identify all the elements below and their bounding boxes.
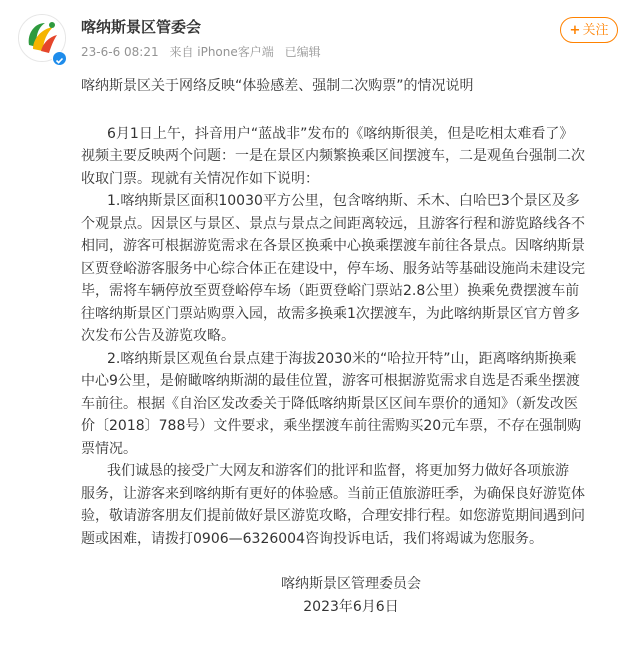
point1-line: 1.喀纳斯景区面积10030平方公里，包含喀纳斯、禾木、白哈巴3个景区及多 <box>107 193 580 209</box>
point2-line: 2.喀纳斯景区观鱼台景点建于海拔2030米的“哈拉开特”山，距离喀纳斯换乘 <box>107 350 577 367</box>
point2-line: 价〔2018〕788号）文件要求，乘坐摆渡车前往需购买20元车票，不存在强制购 <box>81 418 582 434</box>
post-timestamp[interactable]: 23-6-6 08:21 <box>81 45 159 59</box>
point1-line: 毕，需将车辆停放至贾登峪停车场（距贾登峪门票站2.8公里）换乘免费摆渡车前 <box>81 283 580 299</box>
closing-line: 服务，让游客来到喀纳斯有更好的体验感。当前正值旅游旺季，为确保良好游览体 <box>81 485 585 502</box>
point1-line: 个观景点。因景区与景区、景点与景点之间距离较远，且游客行程和游览路线各不 <box>81 215 585 232</box>
point2-line: 车前往。根据《自治区发改委关于降低喀纳斯景区区间车票价的通知》（新发改医 <box>81 395 578 412</box>
post-edited-label[interactable]: 已编辑 <box>284 45 321 59</box>
point1-line: 区贾登峪游客服务中心综合体正在建设中，停车场、服务站等基础设施尚未建设完 <box>81 260 585 277</box>
intro-line: 视频主要反映两个问题：一是在景区内频繁换乘区间摆渡车，二是观鱼台强制二次 <box>81 148 585 164</box>
closing-line: 题或困难，请拨打0906—6326004咨询投诉电话，我们将竭诚为您服务。 <box>81 530 543 547</box>
post-title: 喀纳斯景区关于网络反映“体验感差、强制二次购票”的情况说明 <box>81 78 474 94</box>
intro-line: 6月1日上午，抖音用户“蓝战非”发布的《喀纳斯很美，但是吃相太难看了》 <box>107 125 574 142</box>
verified-badge-icon <box>52 51 67 66</box>
closing-line: 验，敬请游客朋友们提前做好景区游览攻略，合理安排行程。如您游览期间遇到问 <box>81 508 585 524</box>
intro-line: 收取门票。现就有关情况作如下说明： <box>81 170 319 187</box>
point2-line: 中心9公里，是俯瞰喀纳斯湖的最佳位置，游客可根据游览需求自选是否乘坐摆渡 <box>81 373 580 389</box>
post-header <box>0 0 634 70</box>
point1-line: 次发布公告及游览攻略。 <box>81 328 235 344</box>
signature: 喀纳斯景区管理委员会 <box>281 576 421 592</box>
follow-label: 关注 <box>582 23 609 38</box>
signature-date: 2023年6月6日 <box>303 598 399 615</box>
post-source: 来自 iPhone客户端 <box>169 45 274 59</box>
post-meta <box>81 43 328 60</box>
author-name[interactable]: 喀纳斯景区管委会 <box>81 18 202 36</box>
closing-line: 我们诚恳的接受广大网友和游客们的批评和监督，将更加努力做好各项旅游 <box>107 463 569 479</box>
point1-line: 往喀纳斯景区门票站购票入园，故需多换乘1次摆渡车，为此喀纳斯景区官方曾多 <box>81 305 580 322</box>
follow-button[interactable] <box>560 17 618 43</box>
point2-line: 票情况。 <box>81 440 137 457</box>
post-content <box>81 70 621 618</box>
plus-icon: + <box>569 23 581 38</box>
point1-line: 相同，游客可根据游览需求在各景区换乘中心换乘摆渡车前往各景点。因喀纳斯景 <box>81 238 585 254</box>
